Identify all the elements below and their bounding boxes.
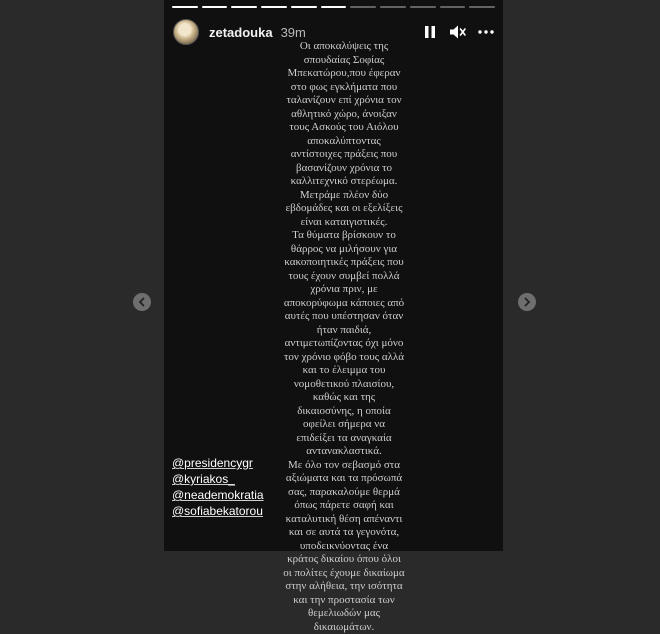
story-paragraph: Οι αποκαλύψεις της σπουδαίας Σοφίας Μπεκατώρου,που έφεραν στο φως εγκλήματα που ταλανίζουν επί χρόνια τον αθλητικό χώρο, άνοιξαν τους Ασκούς του Αιόλου αποκαλύπτοντας αντίστοιχες πράξεις που βασανίζουν χρόνια το καλλιτεχνικό στερέωμα. Μετράμε πλέον δύο εβδομάδες και οι εξελίξεις είναι καταιγιστικές. bbox=[283, 40, 405, 229]
story-paragraph: Τα θύματα βρίσκουν το θάρρος να μιλήσουν για κακοποιητικές πράξεις που τους έχουν συμβεί πολλά χρόνια πριν, με αποκορύφωμα κάποιες από αυτές που υπέστησαν όταν ήταν παιδιά, αντιμετωπίζοντας όχι μόνο τον χρόνιο φόβο τους αλλά και το έλειμμα του νομοθετικού πλαισίου, καθώς και της δικαιοσύνης, η οποία οφείλει σήμερα να επιδείξει τα αναγκαία αντανακλαστικά. bbox=[283, 229, 405, 459]
more-icon[interactable] bbox=[477, 23, 495, 41]
story-paragraph: Με όλο τον σεβασμό στα αξιώματα και τα πρόσωπά σας, παρακαλούμε θερμά όπως πάρετε σαφή και καταλυτική θέση απέναντι και σε αυτά τα γεγονότα, υποδεικνύοντας ένα κράτος δικαίου όπου όλοι οι πολίτες έχουμε δικαίωμα στην αλήθεια, την ισότητα και την προστασία των θεμελιωδών μας δικαιωμάτων. bbox=[283, 459, 405, 634]
progress-segment bbox=[202, 6, 228, 8]
progress-segment bbox=[469, 6, 495, 8]
mute-icon[interactable] bbox=[449, 23, 467, 41]
progress-segment bbox=[410, 6, 436, 8]
progress-segment bbox=[440, 6, 466, 8]
chevron-left-icon bbox=[138, 297, 146, 307]
mention-kyriakos[interactable]: @kyriakos_ bbox=[172, 471, 264, 487]
progress-segment bbox=[321, 6, 347, 8]
story-text bbox=[283, 40, 405, 634]
mention-sofiabekatorou[interactable]: @sofiabekatorou bbox=[172, 503, 264, 519]
progress-segment bbox=[231, 6, 257, 8]
avatar[interactable] bbox=[173, 19, 199, 45]
pause-icon[interactable] bbox=[421, 23, 439, 41]
username[interactable]: zetadouka bbox=[209, 25, 273, 40]
progress-segment bbox=[380, 6, 406, 8]
chevron-right-icon bbox=[523, 297, 531, 307]
previous-story-button[interactable] bbox=[133, 293, 151, 311]
mention-presidencygr[interactable]: @presidencygr bbox=[172, 455, 264, 471]
mention-neademokratia[interactable]: @neademokratia bbox=[172, 487, 264, 503]
progress-segment bbox=[172, 6, 198, 8]
story-viewer[interactable] bbox=[164, 0, 503, 551]
story-controls bbox=[421, 23, 495, 41]
progress-segment bbox=[350, 6, 376, 8]
mention-list bbox=[172, 455, 264, 519]
next-story-button[interactable] bbox=[518, 293, 536, 311]
story-progress-bar bbox=[172, 6, 495, 8]
progress-segment bbox=[291, 6, 317, 8]
progress-segment bbox=[261, 6, 287, 8]
post-time: 39m bbox=[281, 25, 306, 40]
